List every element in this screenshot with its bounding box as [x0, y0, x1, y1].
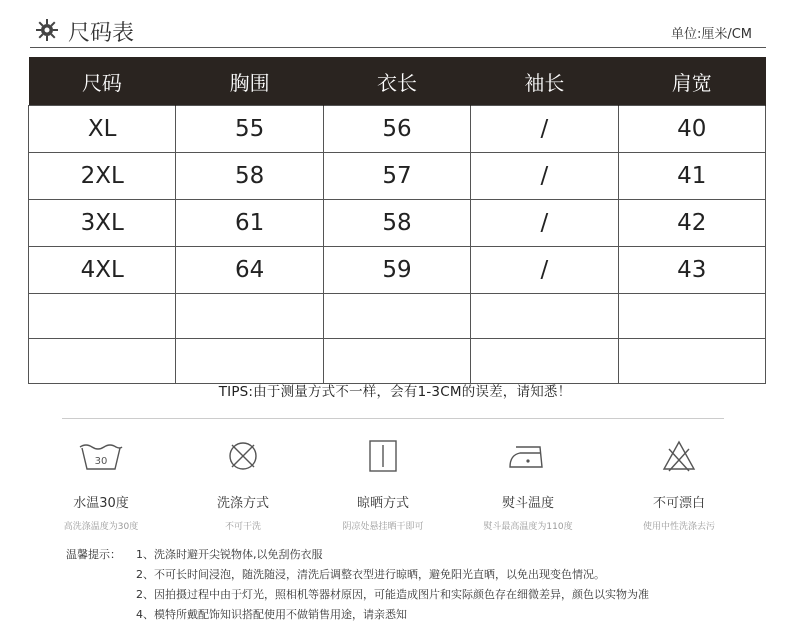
- table-cell: 43: [618, 247, 765, 294]
- table-cell: [471, 294, 618, 339]
- care-item-wash-method: [168, 436, 318, 532]
- table-cell: [29, 339, 176, 384]
- table-cell: 42: [618, 200, 765, 247]
- notes-label: 温馨提示：: [66, 548, 121, 561]
- column-header: 袖长: [471, 57, 618, 106]
- table-row: [29, 200, 766, 247]
- no-bleach-icon: [661, 439, 697, 473]
- table-cell: 55: [176, 106, 323, 153]
- table-row: [29, 247, 766, 294]
- note-item: 4、模特所戴配饰知识搭配使用不做销售用途，请亲悉知: [136, 608, 407, 621]
- table-cell: /: [471, 247, 618, 294]
- care-item-dry: [308, 436, 458, 532]
- table-cell: [323, 294, 470, 339]
- care-desc: 阴凉处悬挂晒干即可: [342, 522, 424, 532]
- care-desc: 熨斗最高温度为110度: [483, 522, 573, 532]
- table-row-empty: [29, 339, 766, 384]
- table-cell: [29, 294, 176, 339]
- care-name: 熨斗温度: [501, 496, 554, 511]
- note-item: 2、不可长时间浸泡，随洗随浸，清洗后调整衣型进行晾晒，避免阳光直晒，以免出现变色情况。: [136, 568, 605, 581]
- table-cell: 41: [618, 153, 765, 200]
- table-cell: 40: [618, 106, 765, 153]
- care-desc: 高洗涤温度为30度: [63, 522, 139, 532]
- header: [30, 14, 766, 48]
- svg-text:30: 30: [94, 456, 108, 467]
- note-item: 2、因拍摄过程中由于灯光，照相机等器材原因，可能造成图片和实际颜色存在细微差异，颜色以实物为准: [136, 588, 649, 601]
- tips-text: TIPS:由于测量方式不一样，会有1-3CM的误差，请知悉！: [218, 384, 572, 400]
- wash-30-icon: [78, 439, 124, 473]
- care-item-wash: [26, 436, 176, 532]
- table-cell: 57: [323, 153, 470, 200]
- gear-icon: [36, 19, 58, 41]
- table-cell: [323, 339, 470, 384]
- iron-icon: [506, 439, 550, 473]
- size-table: [28, 57, 766, 384]
- line-dry-icon: [368, 439, 398, 473]
- table-cell: /: [471, 106, 618, 153]
- table-header-row: [29, 57, 766, 106]
- care-name: 不可漂白: [652, 496, 705, 511]
- column-header: 衣长: [323, 57, 470, 106]
- table-cell: 58: [323, 200, 470, 247]
- table-cell: [176, 339, 323, 384]
- table-row: [29, 106, 766, 153]
- column-header: 尺码: [29, 57, 176, 106]
- table-cell: [176, 294, 323, 339]
- care-item-iron: [453, 436, 603, 532]
- table-cell: 64: [176, 247, 323, 294]
- header-divider: [30, 47, 766, 48]
- care-item-bleach: [604, 436, 754, 532]
- table-cell: /: [471, 153, 618, 200]
- notes-list: [136, 545, 776, 625]
- table-cell: 61: [176, 200, 323, 247]
- table-cell: [471, 339, 618, 384]
- table-cell: [618, 339, 765, 384]
- table-cell: 56: [323, 106, 470, 153]
- table-cell: 58: [176, 153, 323, 200]
- section-divider: [62, 418, 724, 419]
- note-item: 1、洗涤时避开尖锐物体,以免刮伤衣服: [136, 548, 323, 561]
- care-desc: 使用中性洗涤去污: [642, 522, 715, 532]
- table-cell: XL: [29, 106, 176, 153]
- table-cell: /: [471, 200, 618, 247]
- column-header: 肩宽: [618, 57, 765, 106]
- unit-label: 单位:厘米/CM: [670, 27, 752, 42]
- table-row-empty: [29, 294, 766, 339]
- care-name: 晾晒方式: [356, 496, 409, 511]
- table-cell: 4XL: [29, 247, 176, 294]
- table-cell: 3XL: [29, 200, 176, 247]
- table-row: [29, 153, 766, 200]
- no-tumble-dry-icon: [226, 439, 260, 473]
- care-name: 洗涤方式: [216, 496, 269, 511]
- care-name: 水温30度: [73, 496, 129, 511]
- column-header: 胸围: [176, 57, 323, 106]
- table-cell: [618, 294, 765, 339]
- care-desc: 不可干洗: [224, 522, 261, 532]
- page-title: 尺码表: [68, 21, 135, 46]
- table-cell: 59: [323, 247, 470, 294]
- table-cell: 2XL: [29, 153, 176, 200]
